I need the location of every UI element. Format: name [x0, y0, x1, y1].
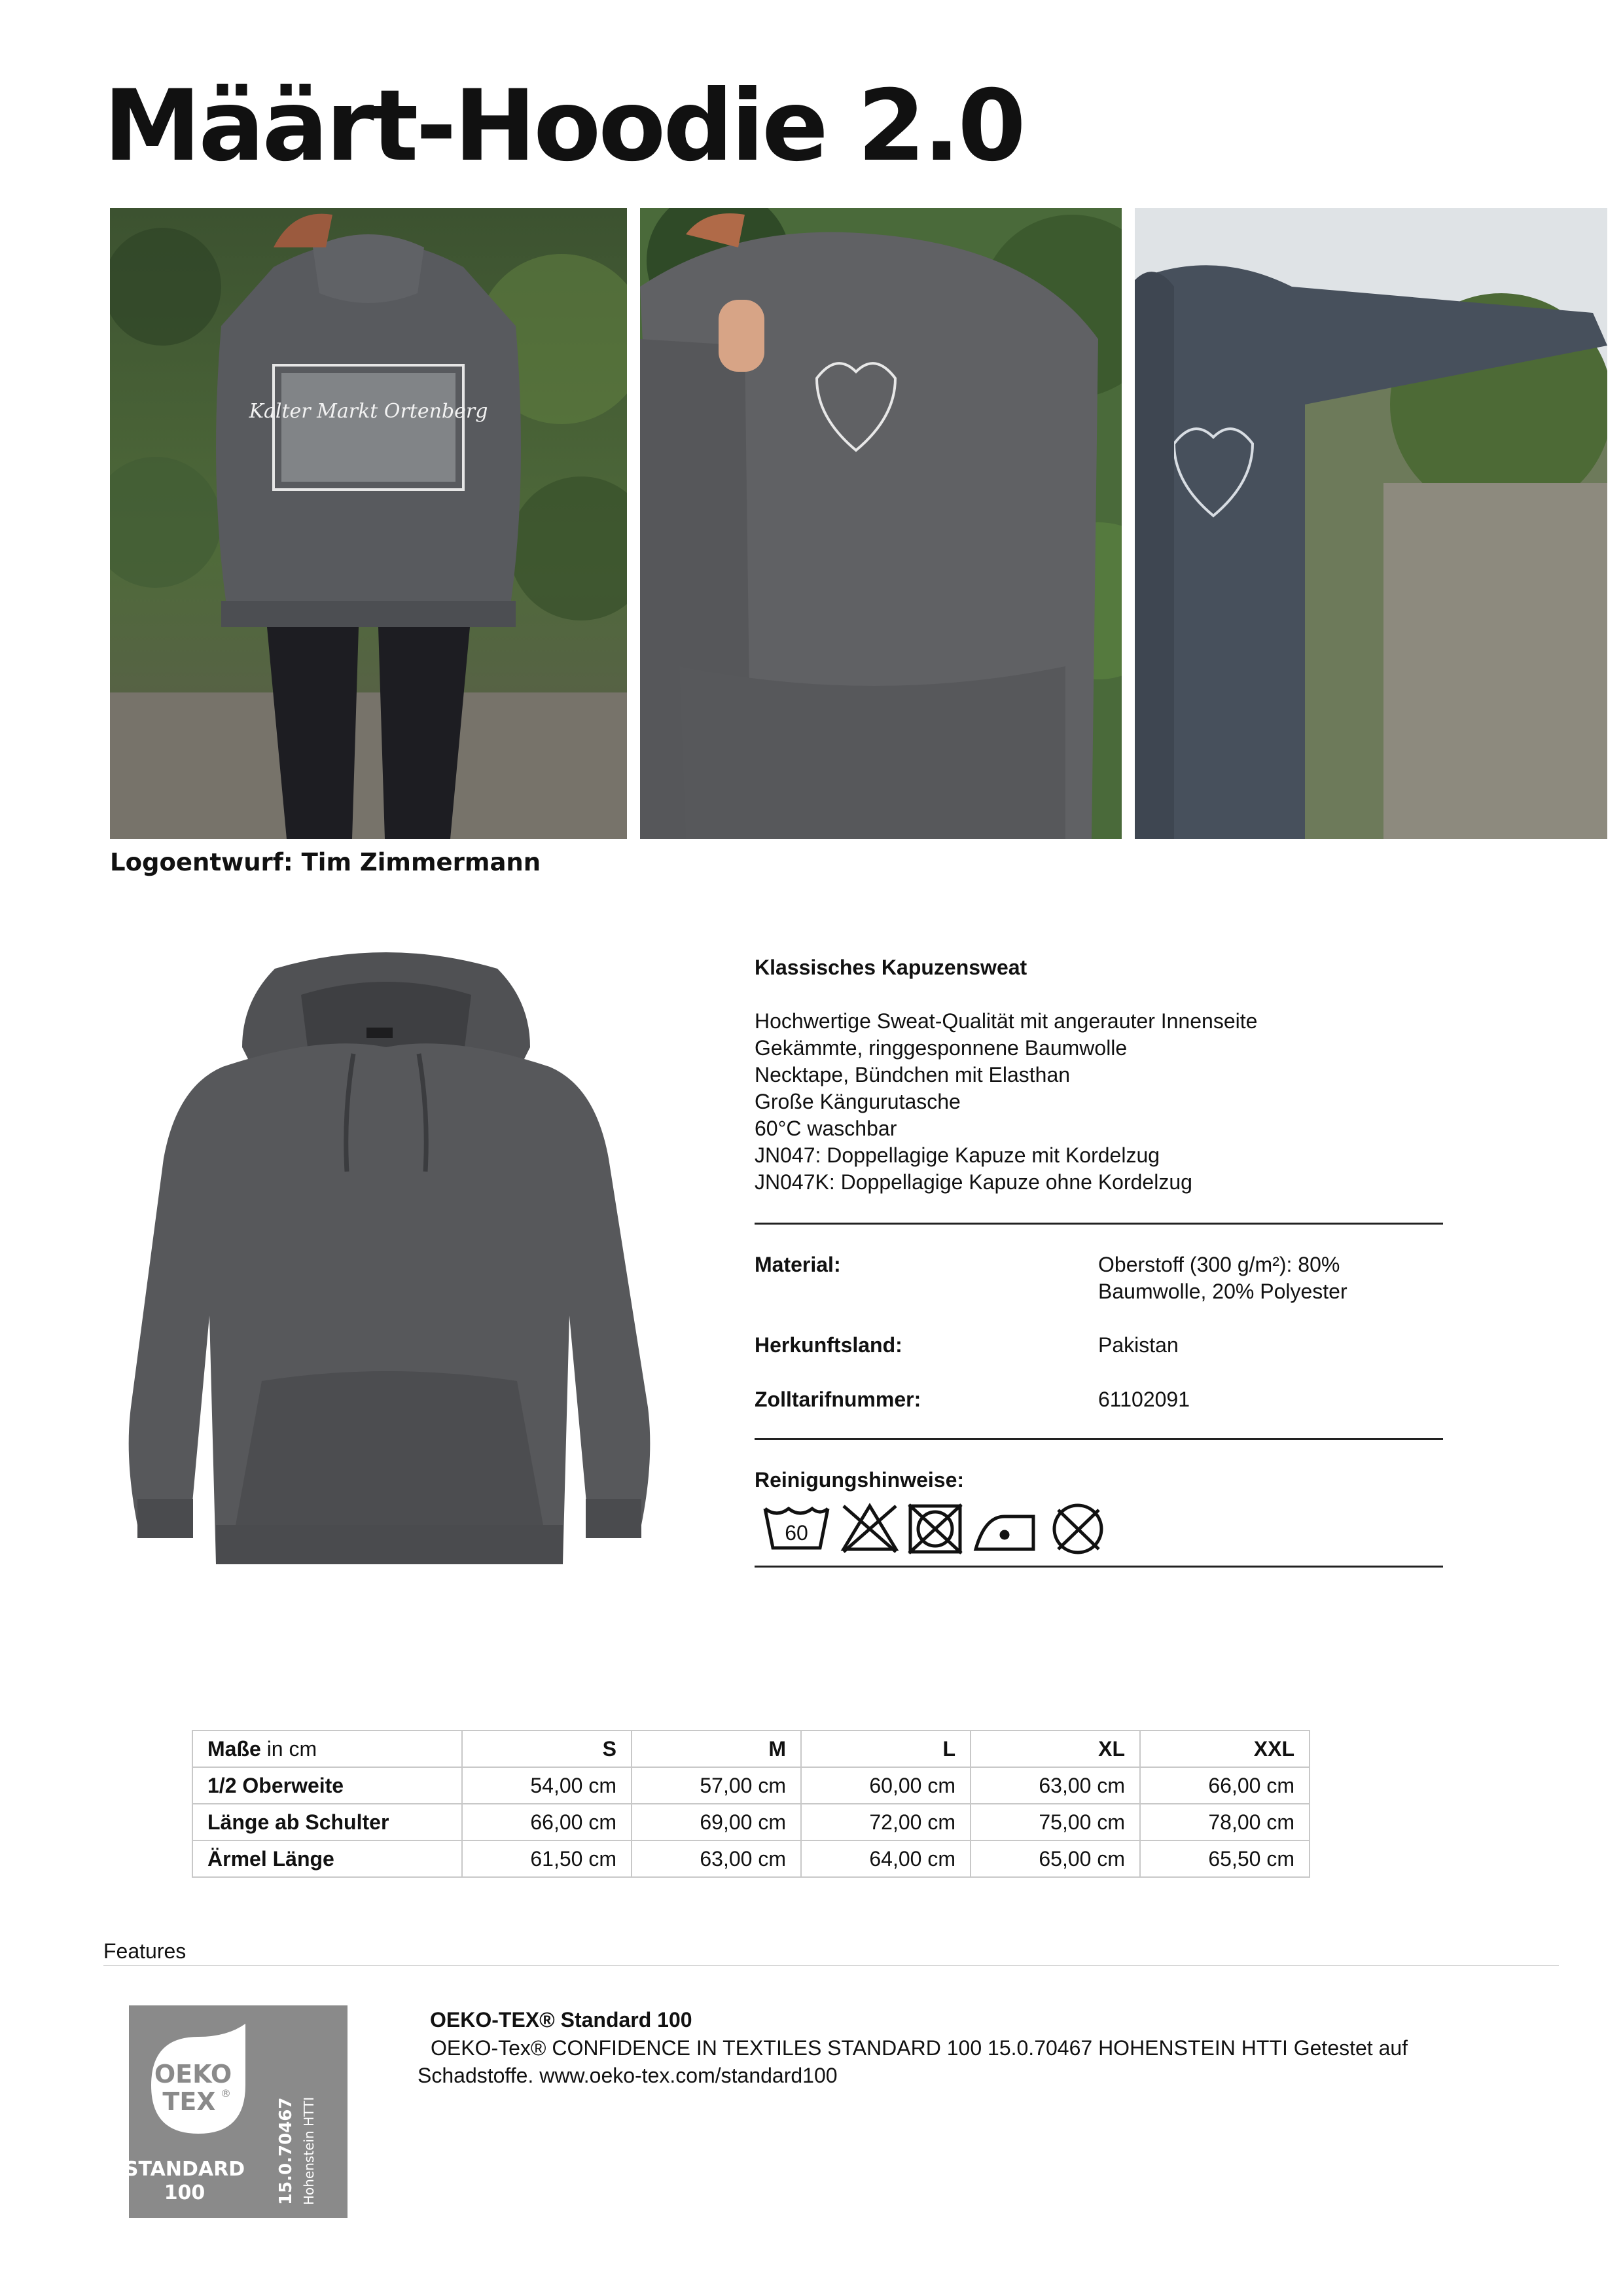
page-title: Määrt-Hoodie 2.0	[103, 69, 1024, 183]
size-header: XXL	[1140, 1731, 1310, 1767]
hoodie-back-photo	[110, 208, 627, 839]
table-cell: 69,00 cm	[632, 1804, 801, 1840]
material-value: Oberstoff (300 g/m²): 80% Baumwolle, 20% Polyester	[1098, 1253, 1347, 1303]
divider	[103, 1965, 1559, 1966]
table-cell: 60,00 cm	[801, 1767, 971, 1804]
svg-text:TEX: TEX	[162, 2087, 216, 2116]
oeko-tex-description: OEKO-Tex® CONFIDENCE IN TEXTILES STANDARD 100 15.0.70467 HOHENSTEIN HTTI Getestet auf Schadstoffe. www.oeko-tex.com/standard100	[418, 2036, 1408, 2087]
row-label: Ärmel Länge	[192, 1840, 462, 1877]
table-cell: 63,00 cm	[632, 1840, 801, 1877]
row-label: 1/2 Oberweite	[192, 1767, 462, 1804]
care-label: Reinigungshinweise:	[755, 1468, 965, 1492]
product-subtitle: Klassisches Kapuzensweat	[755, 956, 1027, 979]
features-heading: Features	[103, 1939, 187, 1963]
feature-item: 60°C waschbar	[755, 1117, 897, 1140]
svg-text:15.0.70467: 15.0.70467	[276, 2097, 296, 2205]
feature-item: Gekämmte, ringgesponnene Baumwolle	[755, 1036, 1128, 1060]
divider	[755, 1438, 1443, 1440]
size-header: XL	[971, 1731, 1140, 1767]
table-cell: 65,50 cm	[1140, 1840, 1310, 1877]
no-tumble-dry-icon	[909, 1505, 961, 1553]
back-print-text: Kalter Markt Ortenberg	[249, 400, 488, 423]
table-cell: 66,00 cm	[1140, 1767, 1310, 1804]
table-row	[192, 1840, 1310, 1877]
svg-text:100: 100	[164, 2181, 205, 2204]
origin-label: Herkunftsland:	[755, 1333, 902, 1357]
table-header-label: Maße in cm	[192, 1731, 462, 1767]
table-row	[192, 1804, 1310, 1840]
size-header: M	[632, 1731, 801, 1767]
table-cell: 65,00 cm	[971, 1840, 1140, 1877]
row-label: Länge ab Schulter	[192, 1804, 462, 1840]
oeko-tex-title: OEKO-TEX® Standard 100	[430, 2008, 692, 2032]
size-header: L	[801, 1731, 971, 1767]
table-row	[192, 1767, 1310, 1804]
feature-list	[755, 1008, 1257, 1196]
oeko-tex-badge	[129, 2005, 348, 2218]
divider	[755, 1223, 1443, 1225]
feature-item: Necktape, Bündchen mit Elasthan	[755, 1063, 1071, 1086]
size-header: S	[462, 1731, 632, 1767]
iron-low-icon	[976, 1516, 1033, 1549]
hoodie-side-photo	[1135, 208, 1607, 839]
tariff-value: 61102091	[1098, 1388, 1190, 1411]
feature-item: Hochwertige Sweat-Qualität mit angerauter Innenseite	[755, 1009, 1258, 1033]
svg-text:STANDARD: STANDARD	[129, 2158, 245, 2181]
table-cell: 72,00 cm	[801, 1804, 971, 1840]
no-dry-clean-icon	[1054, 1505, 1101, 1552]
no-bleach-icon	[844, 1506, 896, 1552]
table-cell: 75,00 cm	[971, 1804, 1140, 1840]
table-cell: 66,00 cm	[462, 1804, 632, 1840]
table-cell: 57,00 cm	[632, 1767, 801, 1804]
wash-60-icon	[765, 1509, 828, 1548]
table-cell: 54,00 cm	[462, 1767, 632, 1804]
svg-text:Hohenstein HTTI: Hohenstein HTTI	[301, 2096, 317, 2205]
table-cell: 64,00 cm	[801, 1840, 971, 1877]
svg-text:OEKO: OEKO	[154, 2060, 232, 2089]
table-header-row	[192, 1731, 1310, 1767]
svg-text:®: ®	[221, 2087, 231, 2100]
care-icons	[761, 1502, 1115, 1554]
table-cell: 61,50 cm	[462, 1840, 632, 1877]
table-cell: 78,00 cm	[1140, 1804, 1310, 1840]
svg-text:60: 60	[785, 1521, 808, 1545]
feature-item: JN047K: Doppellagige Kapuze ohne Kordelzug	[755, 1170, 1192, 1194]
size-table	[192, 1730, 1310, 1878]
material-label: Material:	[755, 1253, 841, 1276]
origin-value: Pakistan	[1098, 1333, 1179, 1357]
hoodie-product-image	[111, 949, 661, 1577]
table-cell: 63,00 cm	[971, 1767, 1140, 1804]
feature-item: JN047: Doppellagige Kapuze mit Kordelzug	[755, 1143, 1160, 1167]
feature-item: Große Kängurutasche	[755, 1090, 961, 1113]
tariff-label: Zolltarifnummer:	[755, 1388, 921, 1411]
divider	[755, 1566, 1443, 1568]
logo-credit: Logoentwurf: Tim Zimmermann	[110, 848, 541, 876]
hoodie-front-photo	[640, 208, 1122, 839]
